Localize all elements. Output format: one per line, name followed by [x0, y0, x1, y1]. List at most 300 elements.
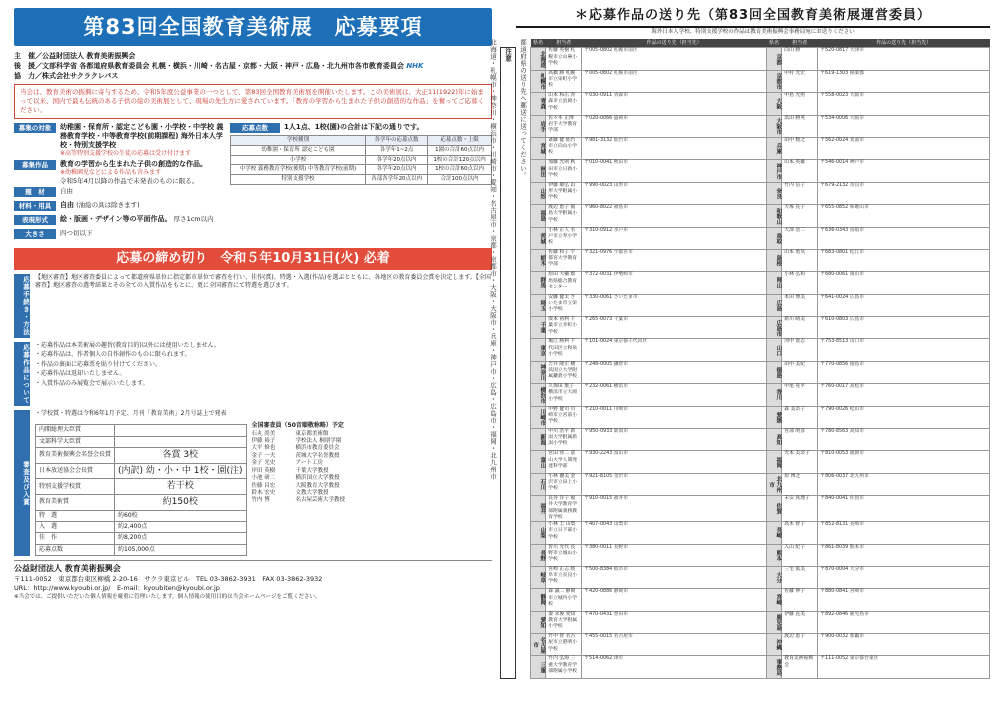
prize-name: 特 選: [36, 510, 115, 521]
intro-text: 当会は、教育美術の振興に寄与するため、令和5年度公益事業の一つとして、第83回全国教育美術展を開催いたします。この美術展は、大正11(1922)年に始まって以来、国内で最も伝統のある子供の絵の美術展として、現場の先生方に愛されています。「教育の学習から生まれた子供の創造的な作品」を奮ってご応募ください。: [14, 84, 492, 118]
address-row: [531, 182, 990, 204]
judge-affil: 茨城大学名誉教授: [295, 452, 340, 459]
contact-person: 渡辺 恵子 福島大学附属小学校: [546, 205, 582, 227]
contact-person: 吉井 隆宏 横浜国立大学附属鎌倉小学校: [546, 361, 582, 383]
contact-person: 河中 貴志: [782, 339, 818, 361]
address-header: 担当者: [546, 39, 582, 48]
address-row: [531, 566, 990, 588]
pref-name: 和歌山: [767, 205, 782, 227]
pref-name: 横浜市: [531, 384, 546, 406]
send-address: 〒005-0802 札幌市南区: [582, 48, 767, 70]
contact-person: 湊本 初利 千葉市立幸町小学校: [546, 317, 582, 339]
pref-name: 札幌市: [531, 70, 546, 92]
award-row: [36, 495, 247, 511]
qty-cell: 中学校 義務教育学校(後期) 中等教育学校(前期): [231, 165, 366, 175]
send-address: 〒683-0801 松江市: [818, 249, 990, 271]
send-address: 〒005-0802 札幌市南区: [582, 70, 767, 92]
contact-person: 小林 優美 金沢市立田上小学校: [546, 473, 582, 495]
organizers: [14, 52, 492, 81]
spec-format: 表現形式 絵・版画・デザイン等の平面作品。 厚さ1cm以内: [14, 215, 224, 227]
judge-name: 岸田 英樹: [251, 467, 276, 474]
notes-list: [30, 342, 492, 406]
judge-affil: 横浜国立大学教授: [295, 475, 340, 482]
qty-row: [231, 145, 492, 155]
send-address: 〒641-0024 広島市: [818, 294, 990, 316]
pref-name: 熊本: [767, 544, 782, 566]
pref-name: 奈良: [767, 182, 782, 204]
contact-person: 佐藤 伸子: [782, 589, 818, 611]
send-address: 〒861-8039 熊本市: [818, 544, 990, 566]
send-address: 〒870-0004 大分市: [818, 566, 990, 588]
judge-affil: アート工房: [295, 460, 323, 467]
contact-person: 佐藤 和子 宇都宮大学教育学部: [546, 249, 582, 271]
send-address: 〒910-0015 福井市: [582, 496, 767, 522]
address-row: [531, 272, 990, 294]
pref-name: 大阪: [767, 93, 782, 115]
send-address: 〒852-8131 長崎市: [818, 522, 990, 544]
send-address: 〒680-0061 岡山市: [818, 272, 990, 294]
pref-name: 宮城: [531, 137, 546, 159]
send-address: 〒558-0023 大阪市: [818, 93, 990, 115]
award-count: [115, 425, 247, 436]
contact-person: 山本 勇気: [782, 249, 818, 271]
award-row: [36, 479, 247, 495]
pref-name: 茨城: [531, 227, 546, 249]
prize-row: [36, 522, 247, 533]
contact-person: 渡辺 恵子: [782, 634, 818, 656]
qty-row: [231, 155, 492, 165]
pref-name: 宮崎: [767, 589, 782, 611]
address-row: [531, 611, 990, 633]
spec-right: [230, 123, 492, 243]
pref-name: 京都市: [767, 70, 782, 92]
address-row: [531, 70, 990, 92]
address-row: [531, 589, 990, 611]
pref-name: 岡山: [767, 272, 782, 294]
pref-name: 山梨: [531, 522, 546, 544]
qty-row: [231, 175, 492, 185]
award-count: (内訳) 幼・小・中 1校・園(注): [115, 463, 247, 479]
award-name: 内閣総理大臣賞: [36, 425, 115, 436]
send-address: 〒380-0011 長野市: [582, 544, 767, 566]
send-address: 〒321-0976 宇都宮市: [582, 249, 767, 271]
address-header: 作品の送り先（担当先）: [582, 39, 767, 48]
address-header: 県名: [767, 39, 782, 48]
judge-name: 金子 光史: [251, 460, 276, 467]
qty-header: 各学年の応募点数: [365, 135, 427, 145]
pref-name: 富山: [531, 451, 546, 473]
contact-person: 末安 真理子: [782, 496, 818, 522]
pref-name: 栃木: [531, 249, 546, 271]
prize-count: 約8,200点: [115, 533, 247, 544]
pref-name: 島根: [767, 249, 782, 271]
send-address: 〒030-0911 青森市: [582, 93, 767, 115]
spec-theme: 題 材 自由: [14, 187, 224, 199]
contact-person: 中尾 晃平: [782, 384, 818, 406]
address-row: [531, 115, 990, 137]
contact-person: 長谷 洋子 福井大学教育学部附属義務教育学校: [546, 496, 582, 522]
pref-name: 香川: [767, 384, 782, 406]
address-row: [531, 496, 990, 522]
send-address: 〒420-0886 静岡市: [582, 589, 767, 611]
send-address: 〒111-0052 東京都台東区: [818, 656, 990, 678]
address-row: [531, 317, 990, 339]
judge-name: 竹内 博: [251, 497, 270, 504]
contact-person: 加藤 光則 秋田市立日新小学校: [546, 160, 582, 182]
pref-name: 静岡: [531, 589, 546, 611]
pref-name: 長野: [531, 544, 546, 566]
note-item: ・応募作品は、作者個人の自作創作のものに限られます。: [35, 351, 191, 359]
pref-name: 川崎市: [531, 406, 546, 428]
send-address: 〒921-8105 金沢市: [582, 473, 767, 495]
contact-person: 原 博之: [782, 473, 818, 495]
contact-person: 小林 正人 水戸市立寿小学校: [546, 227, 582, 249]
qty-cell: 1園の合計60点以内: [428, 145, 492, 155]
spec-target: 募集の対象 幼稚園・保育所・認定こども園・小学校・中学校 義務教育学校・中等教育学校(前期課程) 海外日本人学校・特別支援学校 ※高等特別支援学校の生徒の応募は受け付けます: [14, 123, 224, 158]
pref-name: 東京: [531, 339, 546, 361]
award-row: [36, 448, 247, 464]
judge-name: 小池 研二: [251, 475, 276, 482]
send-address: 〒546-0014 神戸市: [818, 160, 990, 182]
qty-cell: 1校の合計120点以内: [428, 155, 492, 165]
footer-address: 〒111-0052 東京都台東区柳橋 2-20-16 サクラ東京ビル TEL 03-3862-3931 FAX 03-3862-3932: [14, 574, 323, 583]
prize-count: 約60校: [115, 510, 247, 521]
award-row: [36, 425, 247, 436]
send-address: 〒760-0017 高松市: [818, 384, 990, 406]
judge-row: [252, 460, 492, 467]
side-note: 都道府県の送り先へ郵送に送ってください。 注意 北海道・札幌市・神奈川・横浜市・川崎市・愛知・名古屋市・京都・京都市・大阪・大阪市・兵庫・神戸市・広島・広島市・福岡・北九州市: [516, 39, 530, 679]
qty-cell: 幼稚園・保育所 認定こども園: [231, 145, 366, 155]
address-row: [531, 249, 990, 271]
address-row: [531, 227, 990, 249]
send-address: 〒210-0011 川崎市: [582, 406, 767, 428]
contact-person: 小林 弘和: [782, 272, 818, 294]
pref-name: 事務局: [767, 656, 782, 678]
contact-person: 竹中 智 名古屋市立港明小学校: [546, 634, 582, 656]
address-row: [531, 361, 990, 383]
qty-cell: 1校の合計60点以内: [428, 165, 492, 175]
footer: [14, 560, 492, 601]
pref-name: 福島: [531, 205, 546, 227]
judge-row: [252, 445, 492, 452]
award-row: [36, 436, 247, 447]
spec-material: 材料・用具 自由 (油絵の具は除きます): [14, 201, 224, 213]
address-row: [531, 451, 990, 473]
contact-person: 秦 永俊 愛知教育大学附属小学校: [546, 611, 582, 633]
judge-name: 佐藤 昌宏: [251, 482, 276, 489]
pref-name: 鹿児島: [767, 611, 782, 633]
award-name: 日本放送協会会長賞: [36, 463, 115, 479]
send-address: 〒679-2132 奈良市: [818, 182, 990, 204]
pref-name: 岩手: [531, 115, 546, 137]
spec-left: [14, 123, 224, 243]
note-item: ・入賞作品のみ展覧会で展示いたします。: [35, 379, 149, 387]
judge-row: [252, 431, 492, 438]
send-address: 〒310-0912 水戸市: [582, 227, 767, 249]
contact-person: 田中 数之: [782, 137, 818, 159]
note-item: ・応募作品は返却いたしません。: [35, 370, 126, 378]
judge-affil: 文教大学教授: [295, 489, 329, 496]
contact-person: 小林 圭 山梨市立日下部小学校: [546, 522, 582, 544]
address-row: [531, 406, 990, 428]
send-address: 〒610-0803 広島市: [818, 317, 990, 339]
send-address: 〒636-0343 鳥取市: [818, 227, 990, 249]
judge-name: 金子 一夫: [251, 452, 276, 459]
contact-person: 本田 博美: [782, 294, 818, 316]
judge-name: 伊藤 裕子: [251, 438, 276, 444]
send-address: 〒101-0024 東京都千代田区: [582, 339, 767, 361]
pref-name: 北九州市: [767, 473, 782, 495]
address-row: [531, 339, 990, 361]
pref-name: 三重: [531, 656, 546, 678]
pref-name: 山形: [531, 182, 546, 204]
right-title: ＊応募作品の送り先（第83回全国教育美術展運営委員）: [516, 8, 990, 28]
judge-affil: 千葉大学教授: [295, 467, 329, 474]
address-row: [531, 48, 990, 70]
pref-name: 名古屋市: [531, 634, 546, 656]
prize-name: 佳 作: [36, 533, 115, 544]
judge-name: 大平 修也: [251, 445, 276, 452]
page-title: 第83回全国教育美術展 応募要項: [14, 8, 492, 46]
send-address: 〒330-0061 さいたま市: [582, 294, 767, 316]
send-address: 〒455-0015 名古屋市: [582, 634, 767, 656]
contact-person: 大澤 浩二: [782, 227, 818, 249]
award-row: [36, 463, 247, 479]
judge-row: [252, 483, 492, 490]
address-row: [531, 522, 990, 544]
judges-list: 全国審査員（50音順敬称略）予定 石丸 尚美 東京都美術館 伊藤 裕子 学校法人 桐朋学園 大平 修也 横浜市教育委員会 金子 一夫 茨城大学名誉教授 金子 光史 アート工房 岸田 英樹 千葉大学教授 小池 研二 横浜国立大学教授 佐藤 昌宏 大阪教育大学教授 鈴木 宏史 文教大学教授 竹内 博 名古屋芸術大学教授: [252, 422, 492, 556]
contact-person: 教育美術振興会: [782, 656, 818, 678]
pref-name: 長崎: [767, 522, 782, 544]
send-address: 〒407-0043 山梨市: [582, 522, 767, 544]
judge-affil: 東京都美術館: [295, 430, 329, 437]
quantity-table: [230, 135, 492, 185]
send-address: 〒470-0431 豊田市: [582, 611, 767, 633]
send-address: 〒806-0037 北九州市: [818, 473, 990, 495]
address-row: [531, 137, 990, 159]
contact-person: 斎藤 健 仙台市立向山小学校: [546, 137, 582, 159]
spec-size: 大きさ 四つ切以下: [14, 229, 224, 241]
send-address: 〒770-0856 徳島市: [818, 361, 990, 383]
address-row: [531, 384, 990, 406]
send-address: 〒010-0041 秋田市: [582, 160, 767, 182]
contact-person: 竹内 信子: [782, 182, 818, 204]
contact-person: 久保田 康子 横浜市立大岡小学校: [546, 384, 582, 406]
send-address: 〒562-0024 箕面市: [818, 137, 990, 159]
award-name: 教育美術振興会名誉会長賞: [36, 448, 115, 464]
footer-note: ※当会では、ご提供いただいた個人情報を厳重に管理いたします。個人情報の使用目的は当会ホームページをご覧ください。: [14, 593, 321, 600]
send-address: 〒900-0032 那覇市: [818, 634, 990, 656]
send-address: 〒514-0062 津市: [582, 656, 767, 678]
prize-count: 約2,400点: [115, 522, 247, 533]
pref-name: 山口: [767, 339, 782, 361]
contact-person: 三宅 篤美: [782, 566, 818, 588]
contact-person: 山本 英雄: [782, 160, 818, 182]
send-address: 〒753-8513 山口市: [818, 339, 990, 361]
judge-row: [252, 438, 492, 445]
pref-name: 佐賀: [767, 496, 782, 522]
send-address: 〒655-0852 和歌山市: [818, 205, 990, 227]
contact-person: 伊藤 直美: [782, 611, 818, 633]
footer-org: 公益財団法人 教育美術振興会: [14, 564, 121, 574]
qty-header: 応募点数・上限: [428, 135, 492, 145]
contact-person: 曽川 光代 長野市立城山小学校: [546, 544, 582, 566]
pref-name: 石川: [531, 473, 546, 495]
contact-person: 高木 智子: [782, 522, 818, 544]
pref-name: 秋田: [531, 160, 546, 182]
send-address: 〒248-0005 鎌倉市: [582, 361, 767, 383]
address-row: [531, 656, 990, 678]
address-row: [531, 205, 990, 227]
contact-person: 向山 勝: [782, 48, 818, 70]
pref-name: 福岡: [767, 451, 782, 473]
send-address: 〒880-0841 宮崎市: [818, 589, 990, 611]
address-row: [531, 294, 990, 316]
judge-name: 石丸 尚美: [251, 430, 276, 437]
contact-person: 宮田 淳二 富山大学人間発達科学部: [546, 451, 582, 473]
pref-name: 鳥取: [767, 227, 782, 249]
pref-name: 神奈川: [531, 361, 546, 383]
send-address: 〒960-8022 福島市: [582, 205, 767, 227]
qty-row: [231, 165, 492, 175]
award-name: 特別支援学校賞: [36, 479, 115, 495]
pref-name: 広島: [767, 294, 782, 316]
judge-row: [252, 453, 492, 460]
send-address: 〒990-0023 山形市: [582, 182, 767, 204]
contact-person: 伊藤 敏弘 山形大学附属小学校: [546, 182, 582, 204]
pref-name: 新潟: [531, 429, 546, 451]
address-row: [531, 160, 990, 182]
qty-cell: 各学年20点以内: [365, 155, 427, 165]
contact-person: 高橋 勝 札幌市立栄町小学校: [546, 70, 582, 92]
pref-name: 愛媛: [767, 406, 782, 428]
right-page: [489, 0, 1000, 707]
award-section: 審査及び入賞 ・学校賞・特選は令和6年1月予定、月刊「教育美術」2月号誌上で発表 内閣総理大臣賞 文部科学大臣賞 教育美術振興会名誉会長賞 各賞 3校 日本放送協会会長賞 (内訳) 幼・小・中 1校・園(注) 特別支援学校賞 若干校 教育美術賞 約150校 特 選 約60校 入 選 約2,400点 佳 作 約8,200点 応募点数 約105,000点 全国審査員（50音順敬称略）予定 石丸 尚美 東京都美術館 伊藤 裕子 学校法人 桐朋学園 大平 修也 横浜市教育委員会 金子 一夫 茨城大学名誉教授 金子 光史 アート工房 岸田 英樹 千葉大学教授 小池 研二 横浜国立大学教授 佐藤 昌宏 大阪教育大学教授 鈴木 宏史 文教大学教授 竹内 博 名古屋芸術大学教授: [14, 410, 492, 556]
send-address: 〒790-0026 松山市: [818, 406, 990, 428]
send-address: 〒810-0053 福岡市: [818, 451, 990, 473]
contact-person: 山本 和広 青森市立浪岡小学校: [546, 93, 582, 115]
address-row: [531, 544, 990, 566]
contact-person: 浜田 勝英: [782, 115, 818, 137]
rules-section: 応募手続き・方法 【地区審査】地区審査委員によって都道府県単位に指定都市単位で審査を行い、佳作(賞)、特選・入選(作品)を選ぶとともに、各地区の教育委員会賞を決定します。【全国審査】地区審査の選考結果とその全ての入賞作品をもとに、更に全国審査にて特選を選びます。: [14, 274, 492, 338]
address-row: [531, 634, 990, 656]
judge-row: [252, 468, 492, 475]
contact-person: 中野 健司 川崎市立宮前小学校: [546, 406, 582, 428]
judge-affil: 学校法人 桐朋学園: [295, 438, 342, 444]
notes-section: 応募作品について ・応募作品は本美術展の趣旨(教育目的)以外には使用いたしません。 ・応募作品は、作者個人の自作創作のものに限られます。 ・作品の裏面に応募票を貼り付けてください。 ・応募作品は返却いたしません。 ・入賞作品のみ展覧会で展示いたします。: [14, 342, 492, 406]
contact-person: 森 美奈子: [782, 406, 818, 428]
contact-person: 森 誠二 静岡市立城内小学校: [546, 589, 582, 611]
pref-name: 岐阜: [531, 566, 546, 588]
spec-works: 募集作品 教育の学習から生まれた子供の創造的な作品。 ※幼稚園児などによる作品も含みます 令和5年4月以降の作品で未発表のものに限る。: [14, 160, 224, 185]
pref-name: 兵庫: [767, 137, 782, 159]
prize-row: [36, 533, 247, 544]
send-address: 〒500-8384 岐阜市: [582, 566, 767, 588]
prize-name: 入 選: [36, 522, 115, 533]
rules-text: 【地区審査】地区審査委員によって都道府県単位に指定都市単位で審査を行い、佳作(賞)、特選・入選(作品)を選ぶとともに、各地区の教育委員会賞を決定します。【全国審査】地区審査の選考結果とその全ての入賞作品をもとに、更に全国審査にて特選を選びます。: [35, 274, 491, 290]
send-address: 〒534-0006 大阪市: [818, 115, 990, 137]
address-header: 県名: [531, 39, 546, 48]
qty-cell: 合計100点以内: [428, 175, 492, 185]
send-address: 〒892-0846 鹿児島市: [818, 611, 990, 633]
contact-person: 原田 大輔 群馬県総合教育センター: [546, 272, 582, 294]
organizer-main: 主 催／公益財団法人 教育美術振興会: [14, 52, 136, 60]
qty-cell: 各学年20点以内: [365, 165, 427, 175]
qty-cell: 特別支援学校: [231, 175, 366, 185]
prize-count: 約105,000点: [115, 544, 247, 555]
contact-person: 光本 美奈子: [782, 451, 818, 473]
send-address: 〒372-0031 伊勢崎市: [582, 272, 767, 294]
pref-name: 群馬: [531, 272, 546, 294]
contact-person: 中川 浩平 新潟大学附属新潟小学校: [546, 429, 582, 451]
prize-row: [36, 544, 247, 555]
qty-header: 学校種別: [231, 135, 366, 145]
judge-name: 鈴木 宏史: [251, 489, 276, 496]
judge-row: [252, 490, 492, 497]
contact-person: 宮崎 正志 岐阜市立長良小学校: [546, 566, 582, 588]
judge-affil: 名古屋芸術大学教授: [295, 497, 346, 504]
send-address: 〒930-2243 富山市: [582, 451, 767, 473]
award-info: ・学校賞・特選は令和6年1月予定、月刊「教育美術」2月号誌上で発表: [35, 410, 227, 418]
contact-person: 堀江 勝利 千代田区立和泉小学校: [546, 339, 582, 361]
pref-name: 神戸市: [767, 160, 782, 182]
pref-name: 沖縄: [767, 634, 782, 656]
award-count: [115, 436, 247, 447]
contact-person: 安藤 健太 さいたま市立栄小学校: [546, 294, 582, 316]
right-subtitle: 海外日本人学校、特別支援学校の作品は教育美術振興会事務局宛にお送りください: [651, 29, 855, 36]
deadline-banner: 応募の締め切り 令和５年10月31日(火) 必着: [14, 248, 492, 270]
pref-name: 大分: [767, 566, 782, 588]
address-table: [530, 39, 990, 679]
send-address: 〒520-0817 大津市: [818, 48, 990, 70]
prize-row: [36, 510, 247, 521]
send-address: 〒232-0061 横浜市: [582, 384, 767, 406]
pref-name: 大阪市: [767, 115, 782, 137]
pref-name: 福井: [531, 496, 546, 522]
pref-name: 北海道: [531, 48, 546, 70]
send-address: 〒020-0066 盛岡市: [582, 115, 767, 137]
qty-cell: 小学校: [231, 155, 366, 165]
note-item: ・作品の裏面に応募票を貼り付けてください。: [35, 360, 162, 368]
judge-affil: 横浜市教育委員会: [295, 445, 340, 452]
send-address: 〒619-1303 相楽郡: [818, 70, 990, 92]
footer-url[interactable]: URL：http://www.kyoubi.or.jp/ E-mail：kyoubiten@kyoubi.or.jp: [14, 584, 220, 593]
contact-person: 田中 美紀: [782, 361, 818, 383]
organizer-coop: 協 力／株式会社サクラクレパス: [14, 71, 119, 80]
award-name: 教育美術賞: [36, 495, 115, 511]
organizer-support: 後 援／文部科学省 各都道府県教育委員会 札幌・横浜・川崎・名古屋・京都・大阪・神戸・広島・北九州市各市教育委員会 NHK: [14, 61, 424, 70]
judge-row: [252, 497, 492, 504]
send-address: 〒981-3132 仙台市: [582, 137, 767, 159]
contact-person: 中島 光照: [782, 93, 818, 115]
contact-person: 竹内 弘海 三重大学教育学部附属小学校: [546, 656, 582, 678]
send-address: 〒950-0933 新潟市: [582, 429, 767, 451]
pref-name: 埼玉: [531, 294, 546, 316]
send-address: 〒840-0041 佐賀市: [818, 496, 990, 522]
address-header: 作品の送り先（担当先）: [818, 39, 990, 48]
send-address: 〒780-8563 高知市: [818, 429, 990, 451]
address-row: [531, 473, 990, 495]
address-row: [531, 429, 990, 451]
contact-person: 大塚 長子: [782, 205, 818, 227]
address-header: 担当者: [782, 39, 818, 48]
award-count: 各賞 3校: [115, 448, 247, 464]
contact-person: 佐々木 正博 岩手大学教育学部: [546, 115, 582, 137]
judge-affil: 大阪教育大学教授: [295, 482, 340, 489]
contact-person: 中村 光宏: [782, 70, 818, 92]
pref-name: 徳島: [767, 361, 782, 383]
award-count: 若干校: [115, 479, 247, 495]
